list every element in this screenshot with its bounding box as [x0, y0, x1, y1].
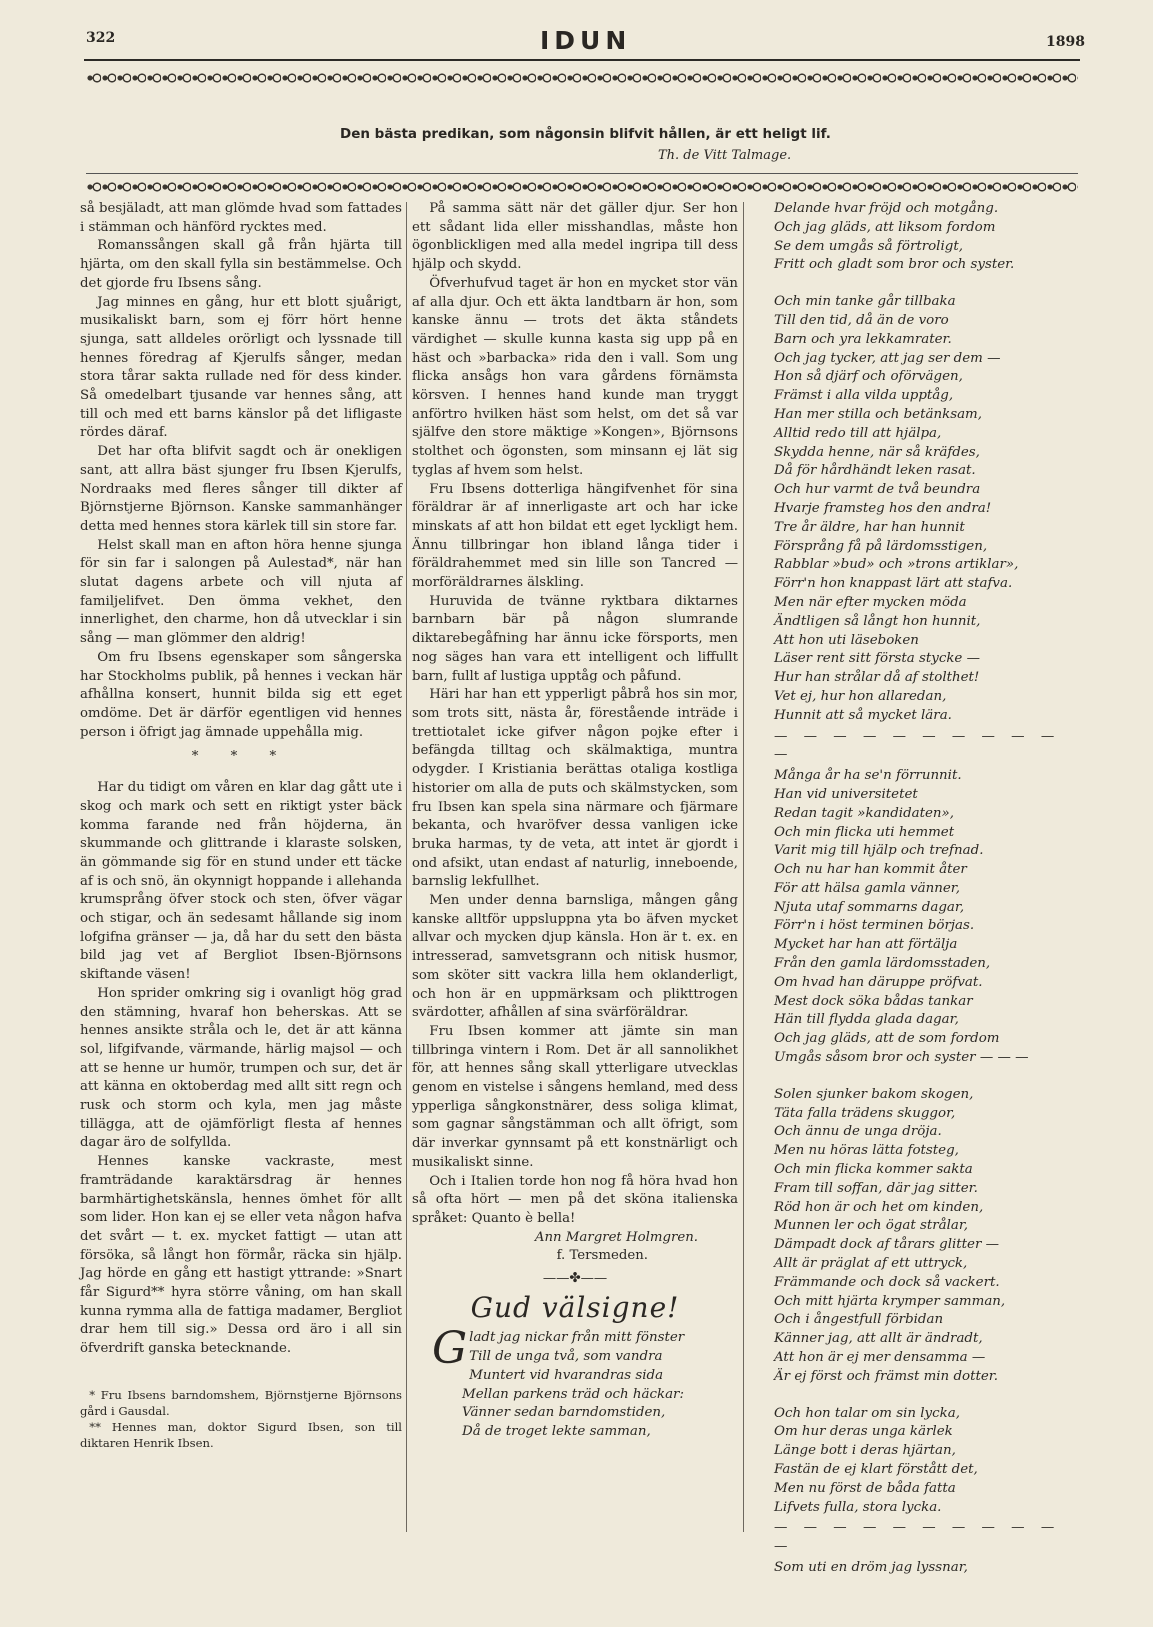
- poem-line: Men nu höras lätta fotsteg,: [774, 1143, 959, 1159]
- footnote: * Fru Ibsens barndomshem, Björnstjerne Björnsons gård i Gausdal.: [80, 1387, 402, 1418]
- column-3: [774, 200, 1074, 1596]
- paragraph: Romanssången skall gå från hjärta till hjärta, om den skall fylla sin bestämmelse. Och det gjorde fru Ibsens sång.: [80, 238, 402, 291]
- poem-line: Se dem umgås så förtroligt,: [774, 238, 963, 254]
- poem-line: Att hon är ej mer densamma —: [774, 1350, 986, 1366]
- poem-line: Och min flicka kommer sakta: [774, 1162, 973, 1178]
- paragraph: Men under denna barnsliga, mången gång kanske alltför uppsluppna yta bo äfven mycket allvar och mycken djup känsla. Hon är t. ex. en intresserad, samvetsgrann och nitisk husmor, som sköter sitt vackra lilla hem oklanderligt, och hon är en uppmärksam och plikttrogen svärdotter, afhållen af sina svärföräldrar.: [412, 893, 738, 1021]
- poem-line: Och min flicka uti hemmet: [774, 824, 955, 840]
- poem-line: Varit mig till hjälp och trefnad.: [774, 843, 984, 859]
- poem-line: Till den tid, då än de voro: [774, 312, 949, 328]
- footnotes: [80, 1387, 402, 1451]
- poem-line: Från den gamla lärdomsstaden,: [774, 956, 991, 972]
- poem-line: Försprång få på lärdomsstigen,: [774, 538, 988, 554]
- footnote: ** Hennes man, doktor Sigurd Ibsen, son till diktaren Henrik Ibsen.: [80, 1419, 402, 1450]
- poem-line: Lifvets fulla, stora lycka.: [774, 1499, 942, 1515]
- poem-line: Njuta utaf sommarns dagar,: [774, 899, 965, 915]
- column-divider-1: [406, 202, 407, 1532]
- poem-line: Mellan parkens träd och häckar:: [462, 1386, 684, 1402]
- poem-line: Hur han strålar då af stolthet!: [774, 670, 980, 686]
- signature-maiden-name: f. Tersmeden.: [556, 1248, 648, 1264]
- poem-line: Och nu har han kommit åter: [774, 862, 967, 878]
- paragraph: så besjäladt, att man glömde hvad som fattades i stämman och hänförd rycktes med.: [80, 201, 402, 235]
- paragraph: Öfverhufvud taget är hon en mycket stor vän af alla djur. Och ett äkta landtbarn är hon, som kanske ännu — trots det äkta ståndets värdighet — skulle kunna kasta sig upp på en häst och »barbacka» rida den i vall. Som ung flicka ansågs hon vara gårdens förnämsta körsven. I hennes hand kunde man tryggt anförtro hvilken häst som helst, om det så var själfve den store mäktige »Kongen», Björnsons stolthet och ögonsten, som minsann ej lät sig tyglas af hvem som helst.: [412, 275, 738, 478]
- paragraph: Och i Italien torde hon nog få höra hvad hon så ofta hört — men på det sköna italienska språket: Quanto è bella!: [412, 1173, 738, 1226]
- poem-line: Ändtligen så långt hon hunnit,: [774, 613, 981, 629]
- poem-line: Om hvad han däruppe pröfvat.: [774, 974, 983, 990]
- poem-line: Umgås såsom bror och syster — — —: [774, 1050, 1029, 1066]
- column-2: [412, 200, 738, 1442]
- poem-line: Täta falla trädens skuggor,: [774, 1105, 956, 1121]
- poem-line: Delande hvar fröjd och motgång.: [774, 201, 999, 216]
- dash-separator: — — — — — — — — — — —: [774, 728, 1061, 763]
- paragraph: Helst skall man en afton höra henne sjunga för sin far i salongen på Aulestad*, när han slutat dagens arbete och vill njuta af familjelifvet. Den ömma vekhet, den innerlighet, den charme, hon då utvecklar i sin sång — man glömmer den aldrig!: [80, 537, 402, 647]
- motto-rule: [86, 173, 1078, 174]
- poem-line: Skydda henne, när så kräfdes,: [774, 444, 980, 460]
- ornament-border-top: [86, 72, 1078, 85]
- signature: Ann Margret Holmgren.: [534, 1229, 698, 1245]
- poem-line: Läser rent sitt första stycke —: [774, 651, 981, 667]
- poem-line: Men nu först de båda fatta: [774, 1480, 956, 1496]
- header-rule: [84, 59, 1080, 61]
- poem-line: Mest dock söka bådas tankar: [774, 993, 973, 1009]
- poem-opening: [432, 1323, 738, 1441]
- paragraph: Om fru Ibsens egenskaper som sångerska har Stockholms publik, på hennes i veckan här afhållna konsert, hunnit bilda sig ett eget omdöme. Det är därför egentligen vid hennes person i öfrigt jag ämnade uppehålla mig.: [80, 649, 402, 740]
- poem-line: Munnen ler och ögat strålar,: [774, 1218, 969, 1234]
- paragraph: På samma sätt när det gäller djur. Ser hon ett sådant lida eller misshandlas, måste hon ögonblickligen med alla medel ingripa till dess hjälp och skydd.: [412, 201, 738, 273]
- poem-line: Då de troget lekte samman,: [462, 1424, 651, 1439]
- poem-stanza: [774, 1086, 1074, 1387]
- poem-line: Främst i alla vilda upptåg,: [774, 388, 954, 404]
- poem-stanza: [774, 1559, 1074, 1578]
- paragraph: Hennes kanske vackraste, mest framträdande karaktärsdrag är hennes barmhärtighetskänsla, hennes ömhet för allt som lider. Hon kan ej se eller veta någon hafva det svårt — t. ex. mycket fattigt — utan att försöka, så långt hon förmår, räcka sin hjälp. Jag hörde en gång ett hastigt yttrande: »Snart får Sigurd** hyra större våning, om han skall kunna rymma alla de fattiga madamer, Bergliot drar hem till sig.» Dessa ord äro i all sin öfverdrift ganska betecknande.: [80, 1154, 402, 1357]
- ornament-divider-icon: ——✤——: [542, 1271, 608, 1287]
- paragraph: Fru Ibsen kommer att jämte sin man tillbringa vintern i Rom. Det är all sannolikhet för, att hennes sång skall ytterligare utvecklas genom en vistelse i sångens hemland, med dess ypperliga sångkonstnärer, dess soliga klimat, som gagnar sångstämman och allt öfrigt, som där inverkar gynnsamt på ett konstnärligt och musikaliskt sinne.: [412, 1023, 738, 1170]
- poem-line: Han vid universitetet: [774, 786, 918, 802]
- poem-line: Solen sjunker bakom skogen,: [774, 1086, 974, 1102]
- poem-line: Och jag gläds, att liksom fordom: [774, 219, 996, 235]
- poem-line: Fastän de ej klart förstått det,: [774, 1462, 978, 1477]
- poem-line: Fritt och gladt som bror och syster.: [774, 257, 1015, 273]
- masthead: IDUN: [540, 26, 632, 55]
- poem-line: Att hon uti läseboken: [774, 632, 919, 648]
- column-1: [80, 200, 402, 1451]
- poem-line: Och jag gläds, att de som fordom: [774, 1031, 1000, 1047]
- poem-line: Förr'n hon knappast lärt att stafva.: [774, 576, 1013, 592]
- section-stars: * * *: [191, 749, 291, 765]
- ornament-border-mid: [86, 181, 1078, 194]
- poem-line: Känner jag, att allt är ändradt,: [774, 1331, 983, 1347]
- paragraph: Häri har han ett ypperligt påbrå hos sin mor, som trots sitt, nästa år, förestående inträde i trettiotalet icke gifver någon pojke efter i befängda tilltag och skälmaktiga, muntra odygder. I Kristiania berättas otaliga kostliga historier om alla de puts och skälmstycken, som fru Ibsen kan spela sina närmare och fjärmare bekanta, och hvaröfver dessa vanligen icke bruka harmas, ty de veta, att intet är gjordt i ond afsikt, utan endast af naturlig, inneboende, barnslig lekfullhet.: [412, 687, 738, 890]
- poem-line: Barn och yra lekkamrater.: [774, 331, 952, 347]
- year: 1898: [1046, 34, 1085, 50]
- poem-line: För att hälsa gamla vänner,: [774, 880, 960, 896]
- poem-line: Mycket har han att förtälja: [774, 937, 958, 953]
- poem-line: Till de unga två, som vandra: [469, 1349, 663, 1365]
- paragraph: Fru Ibsens dotterliga hängifvenhet för sina föräldrar är af innerligaste art och har icke minskats af att hon bildat ett eget lyckligt hem. Ännu tillbringar hon ibland långa tider i föräldrahemmet med sin lille son Tancred — morföräldrarnes älskling.: [412, 481, 738, 591]
- poem-line: Tre år äldre, har han hunnit: [774, 519, 965, 535]
- poem-line: Alltid redo till att hjälpa,: [774, 425, 942, 441]
- dash-separator: — — — — — — — — — — —: [774, 1520, 1061, 1555]
- poem-line: Och jag tycker, att jag ser dem —: [774, 350, 1001, 366]
- poem-line: Han mer stilla och betänksam,: [774, 406, 983, 422]
- poem-line: Förr'n i höst terminen börjas.: [774, 918, 975, 934]
- poem-line: Hunnit att så mycket lära.: [774, 707, 952, 723]
- poem-line: Vet ej, hur hon allaredan,: [774, 688, 947, 704]
- column-divider-2: [743, 202, 744, 1532]
- poem-line: ladt jag nickar från mitt fönster: [469, 1330, 685, 1346]
- poem-line: Men när efter mycken möda: [774, 594, 967, 610]
- page-number: 322: [86, 30, 116, 46]
- poem-line: Länge bott i deras hjärtan,: [774, 1443, 956, 1459]
- poem-line: Som uti en dröm jag lyssnar,: [774, 1559, 968, 1575]
- poem-line: Hän till flydda glada dagar,: [774, 1012, 959, 1028]
- poem-line: Och i ångestfull förbidan: [774, 1312, 944, 1328]
- poem-line: Och mitt hjärta krymper samman,: [774, 1293, 1006, 1309]
- poem-line: Hon så djärf och oförvägen,: [774, 369, 963, 385]
- poem-title: Gud välsigne!: [470, 1290, 680, 1324]
- poem-line: Allt är präglat af ett uttryck,: [774, 1256, 968, 1272]
- poem-line: Många år ha se'n förrunnit.: [774, 768, 962, 784]
- poem-line: Rabblar »bud» och »trons artiklar»,: [774, 557, 1019, 573]
- paragraph: Huruvida de tvänne ryktbara diktarnes barnbarn bär på någon slumrande diktarebegåfning har ännu icke försports, men nog säges han vara ett intelligent och liffullt barn, fullt af lustiga upptåg och påfund.: [412, 593, 738, 684]
- poem-stanza: [774, 293, 1074, 725]
- paragraph: Jag minnes en gång, hur ett blott sjuårigt, musikaliskt barn, som ej förr hört henne sjunga, satt alldeles orörligt och lyssnade till hennes föredrag af Kjerulfs sånger, medan stora tårar sakta rullade ned för dess kinder. Så omedelbart tjusande var hennes sång, att till och med ett barns känslor på det lifligaste rördes däraf.: [80, 294, 402, 441]
- poem-line: Muntert vid hvarandras sida: [469, 1367, 664, 1383]
- poem-line: Redan tagit »kandidaten»,: [774, 805, 955, 821]
- poem-stanza: [774, 200, 1074, 275]
- poem-line: Och hur varmt de två beundra: [774, 482, 981, 498]
- poem-line: Och ännu de unga dröja.: [774, 1124, 942, 1140]
- poem-line: Fram till soffan, där jag sitter.: [774, 1180, 978, 1196]
- poem-line: Röd hon är och het om kinden,: [774, 1199, 984, 1215]
- paragraph: Har du tidigt om våren en klar dag gått ute i skog och mark och sett en riktigt yster bäck komma farande ned från höjderna, än skummande och glittrande i klaraste solsken, än gömmande sig för en stund under ett täcke af is och snö, än okynnigt hoppande i allehanda krumsprång öfver stock och sten, öfver vägar och stigar, och än sedesamt hållande sig inom lofgifna gränser — ja, då har du sett den bästa bild jag vet af Bergliot Ibsen-Björnsons skiftande väsen!: [80, 780, 402, 983]
- poem-line: Och hon talar om sin lycka,: [774, 1405, 960, 1421]
- poem-line: Hvarje framsteg hos den andra!: [774, 500, 992, 516]
- motto: Den bästa predikan, som någonsin blifvit hållen, är ett heligt lif.: [340, 126, 831, 142]
- poem-line: Då för hårdhändt leken rasat.: [774, 463, 976, 479]
- poem-dropcap: G: [432, 1323, 468, 1375]
- paragraph: Hon sprider omkring sig i ovanligt hög grad den stämning, hvaraf hon beherskas. Att se hennes ansikte stråla och le, det är att känna sol, lifgifvande, värmande, härlig majsol — och att se henne ur humör, trumpen och sur, det är att känna en oktoberdag med allt sitt regn och rusk och storm och kyla, men jag måste tillägga, att de ojämförligt flesta af hennes dagar äro de solfyllda.: [80, 985, 402, 1151]
- poem-line: Och min tanke går tillbaka: [774, 294, 956, 310]
- poem-line: Främmande och dock så vackert.: [774, 1274, 1000, 1290]
- poem-line: Vänner sedan barndomstiden,: [462, 1405, 666, 1421]
- poem-line: Dämpadt dock af tårars glitter —: [774, 1237, 1000, 1253]
- motto-author: Th. de Vitt Talmage.: [658, 148, 792, 163]
- poem-line: Om hur deras unga kärlek: [774, 1424, 953, 1440]
- poem-line: Är ej först och främst min dotter.: [774, 1368, 998, 1384]
- poem-stanza: [774, 1405, 1074, 1518]
- paragraph: Det har ofta blifvit sagdt och är onekligen sant, att allra bäst sjunger fru Ibsen Kjerulfs, Nordraaks med fleres sånger till dikter af Björnstjerne Björnson. Kanske sammanhänger detta med hennes stora kärlek till sin store far.: [80, 444, 402, 534]
- poem-stanza: [774, 767, 1074, 1068]
